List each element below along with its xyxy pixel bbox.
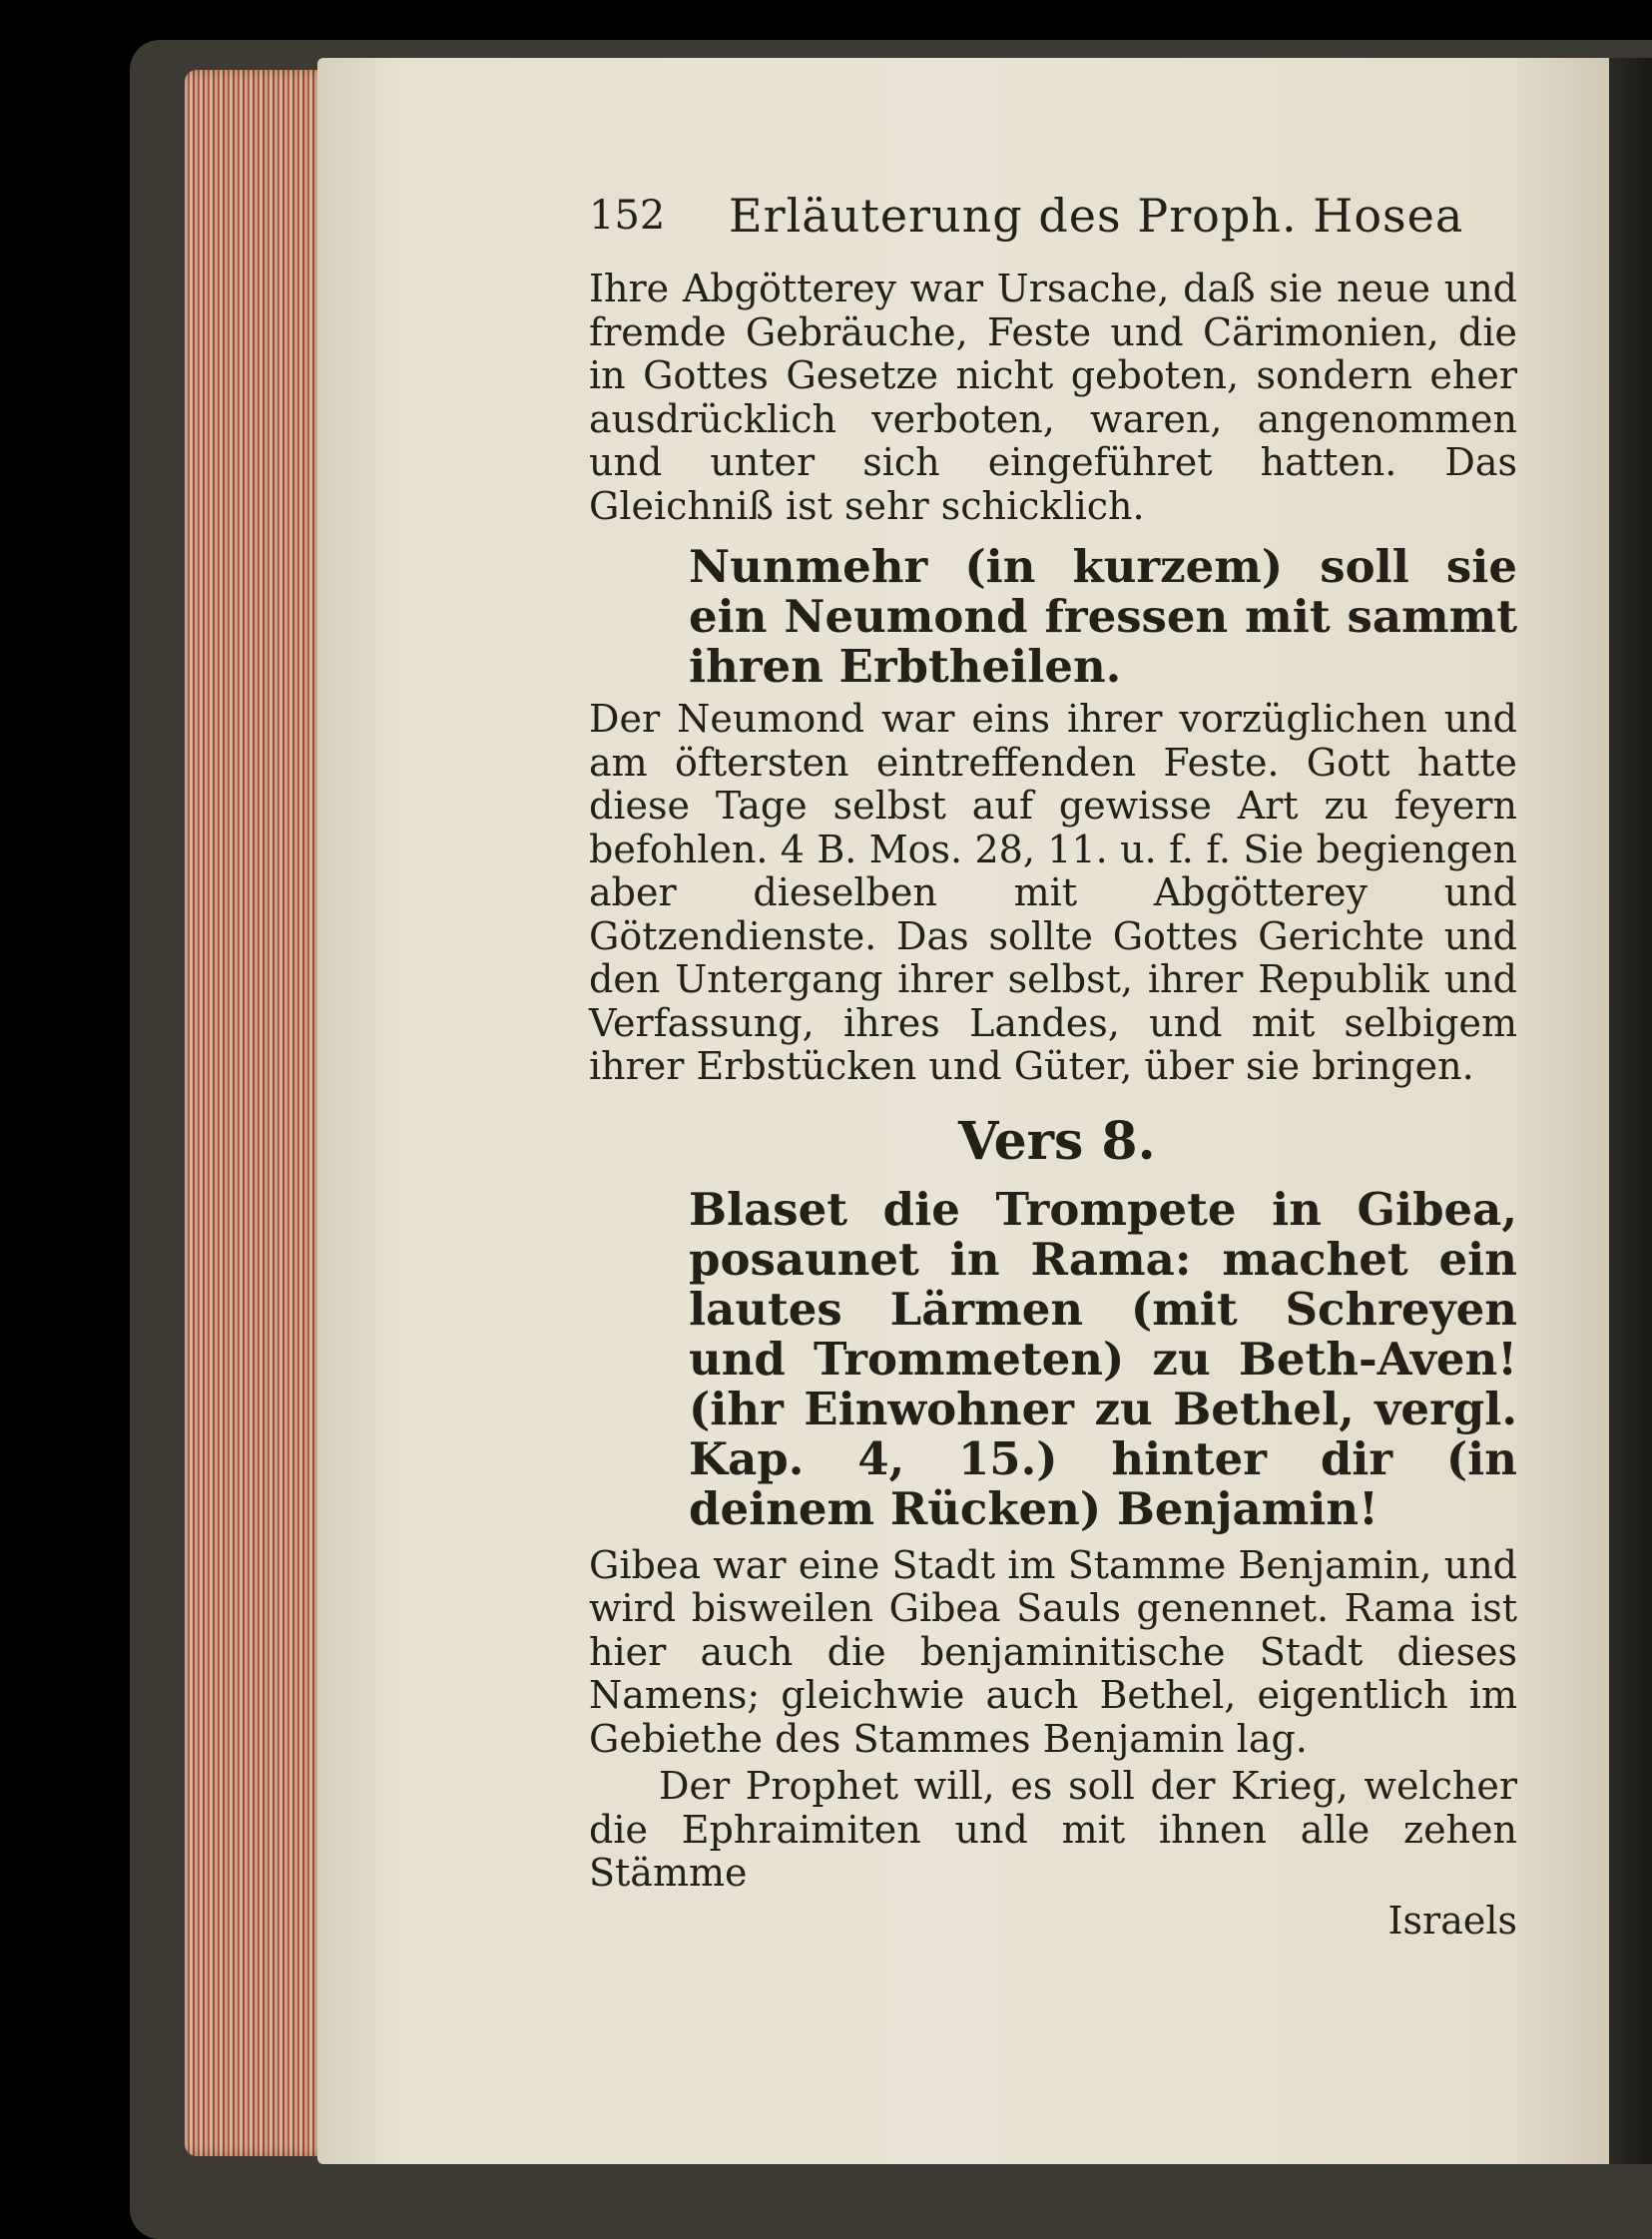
paragraph-1: Ihre Abgötterey war Ursache, daß sie neue und fremde Gebräuche, Feste und Cärimonien, die in Gottes Gesetze nicht geboten, sondern eher ausdrücklich verboten, waren, angenommen und unter sich eingeführet hatten. Das Gleichniß ist sehr schicklich. — [589, 267, 1517, 528]
scripture-verse-text: Nunmehr (in kurzem) soll sie ein Neumond fressen mit sammt ihren Erbtheilen. — [689, 540, 1517, 693]
running-title: Erläuterung des Proph. Hosea — [729, 189, 1464, 243]
page-number: 152 — [589, 193, 666, 239]
verse-heading: Vers 8. — [958, 1110, 1156, 1172]
catchword: Israels — [1387, 1898, 1517, 1943]
paragraph-commentary: Der Neumond war eins ihrer vorzüglichen und am öftersten eintreffenden Feste. Gott hatte diese Tage selbst auf gewisse Art zu feyern befohlen. 4 B. Mos. 28, 11. u. f. f. Sie begiengen aber dieselben mit Abgötterey und Götzendienste. Das sollte Gottes Gerichte und den Untergang ihrer selbst, ihrer Republik und Verfassung, ihres Landes, und mit selbigem ihrer Erbstücken und Güter, über sie bringen. — [589, 697, 1517, 1088]
running-header — [589, 180, 1517, 252]
paragraph-gibea: Gibea war eine Stadt im Stamme Benjamin, und wird bisweilen Gibea Sauls genennet. Rama ist hier auch die benjaminitische Stadt dieses Namens; gleichwie auch Bethel, eigentlich im Gebiethe des Stammes Benjamin lag. — [589, 1542, 1517, 1761]
page-gutter — [1609, 58, 1652, 2164]
page-edges — [185, 70, 339, 2156]
paragraph-prophet: Der Prophet will, es soll der Krieg, welcher die Ephraimiten und mit ihnen alle zehen Stämme — [589, 1764, 1517, 1895]
scripture-verse-8: Blaset die Trompete in Gibea, posaunet in Rama: machet ein lautes Lärmen (mit Schreyen und Trommeten) zu Beth-Aven! (ihr Einwohner zu Bethel, vergl. Kap. 4, 15.) hinter dir (in deinem Rücken) Benjamin! — [689, 1182, 1517, 1535]
page-content — [589, 180, 1517, 1946]
